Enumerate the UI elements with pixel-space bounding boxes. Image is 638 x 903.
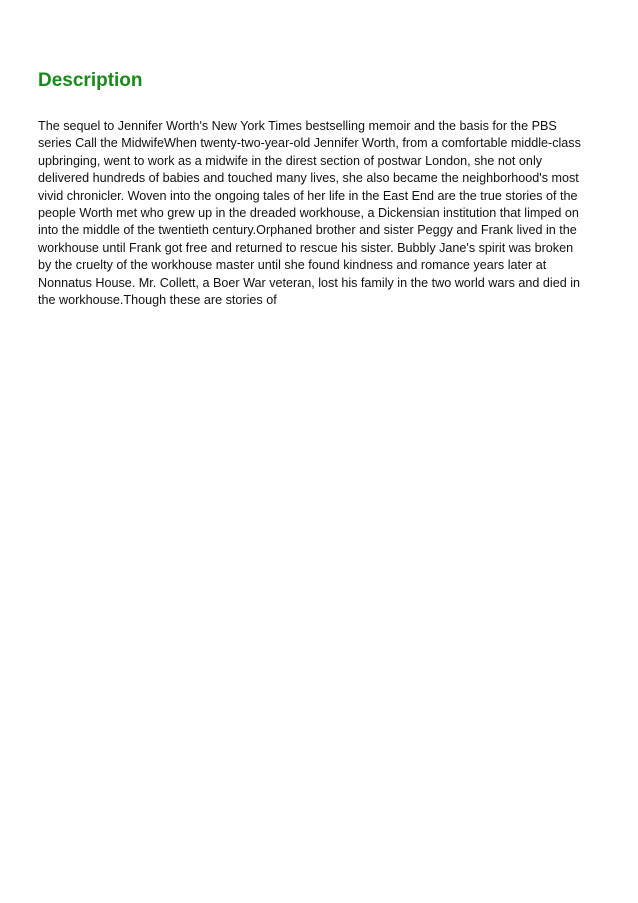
paragraph-line: the workhouse.Though these are stories of <box>38 293 277 308</box>
paragraph-line: vivid chronicler. Woven into the ongoing tales of her life in the East End are the true stories of the <box>38 188 578 203</box>
paragraph-line: series Call the MidwifeWhen twenty-two-year-old Jennifer Worth, from a comfortable middle-class <box>38 136 581 151</box>
paragraph-line: people Worth met who grew up in the dreaded workhouse, a Dickensian institution that limped on <box>38 206 579 221</box>
paragraph-line: workhouse until Frank got free and returned to rescue his sister. Bubbly Jane's spirit was broken <box>38 240 574 255</box>
paragraph-line: The sequel to Jennifer Worth's New York Times bestselling memoir and the basis for the PBS <box>38 119 557 133</box>
description-paragraph <box>38 118 600 309</box>
paragraph-line: upbringing, went to work as a midwife in the direst section of postwar London, she not only <box>38 153 543 168</box>
paragraph-line: into the middle of the twentieth century.Orphaned brother and sister Peggy and Frank lived in the <box>38 223 577 238</box>
paragraph-line: by the cruelty of the workhouse master until she found kindness and romance years later at <box>38 258 547 273</box>
paragraph-line: Nonnatus House. Mr. Collett, a Boer War veteran, lost his family in the two world wars and died in <box>38 275 581 290</box>
paragraph-line: delivered hundreds of babies and touched many lives, she also became the neighborhood's most <box>38 171 579 186</box>
section-heading: Description <box>38 70 143 91</box>
